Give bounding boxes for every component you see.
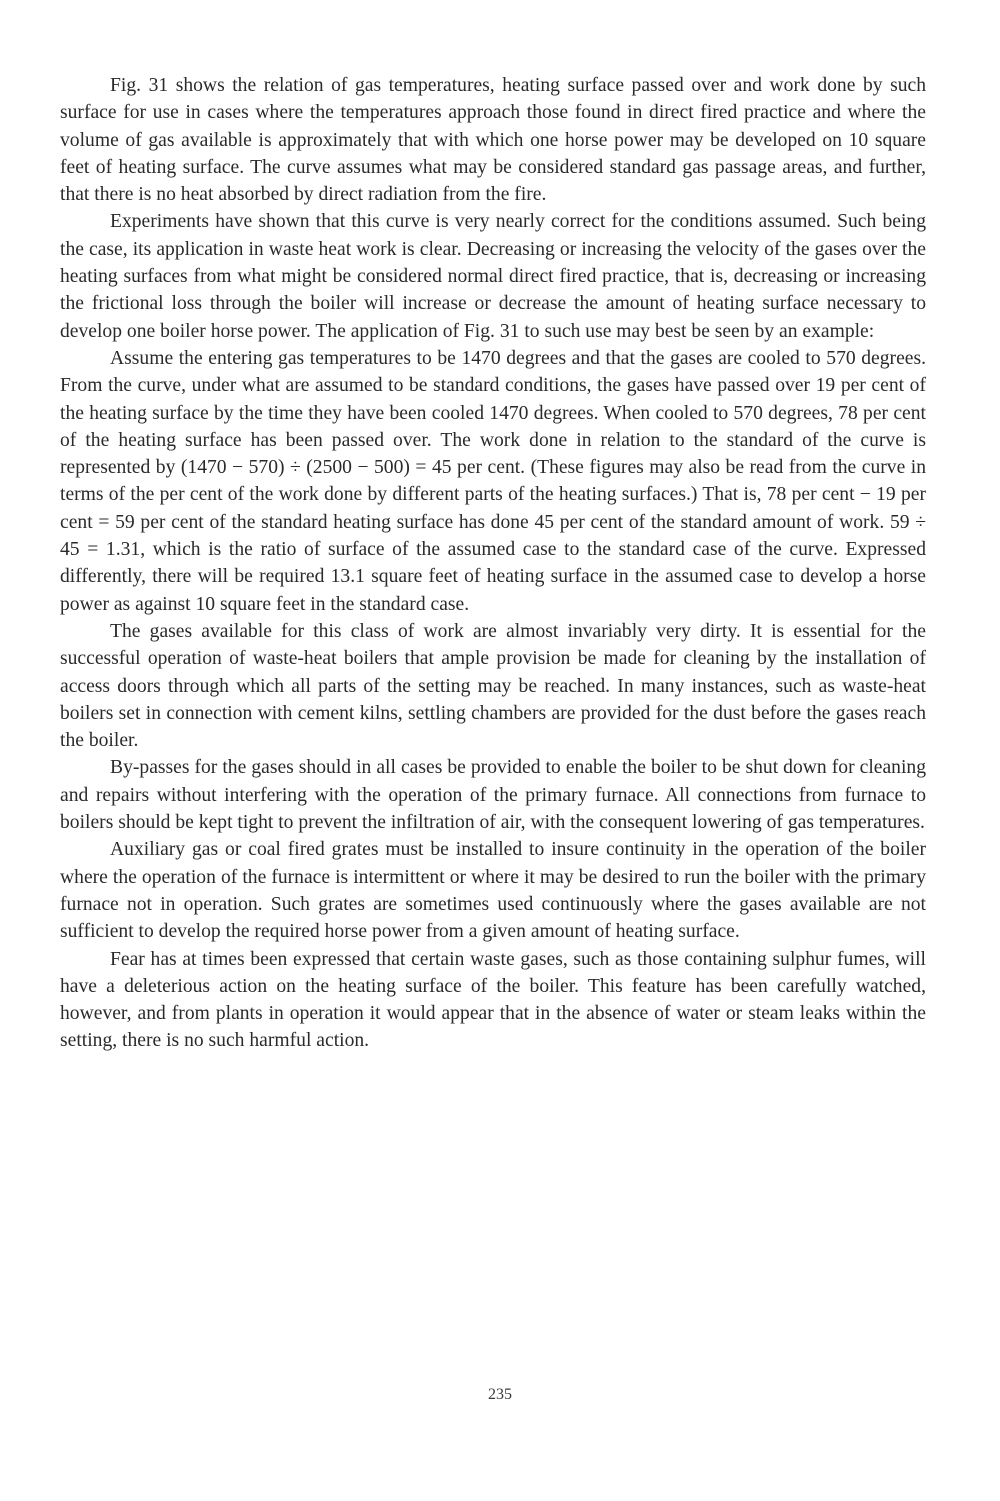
paragraph-fig31-description: Fig. 31 shows the relation of gas temperatures, heating surface passed over and work done by such surface for use in cases where the temperatures approach those found in direct fired practice and where the volume of gas available is approximately that with which one horse power may be developed on 10 square feet of heating surface. The curve assumes what may be considered standard gas passage areas, and further, that there is no heat absorbed by direct radiation from the fire. <box>60 75 926 206</box>
paragraph-example: Assume the entering gas temperatures to be 1470 degrees and that the gases are cooled to 570 degrees. From the curve, under what are assumed to be standard conditions, the gases have passed over 19 per cent of the heating surface by the time they have been cooled 1470 degrees. When cooled to 570 degrees, 78 per cent of the heating surface has been passed over. The work done in relation to the standard of the curve is represented by (1470 − 570) ÷ (2500 − 500) = 45 per cent. (These figures may also be read from the curve in terms of the per cent of the work done by different parts of the heating surfaces.) That is, 78 per cent − 19 per cent = 59 per cent of the standard heating surface has done 45 per cent of the standard amount of work. 59 ÷ 45 = 1.31, which is the ratio of surface of the assumed case to the standard case of the curve. Expressed differently, there will be required 13.1 square feet of heating surface in the assumed case to develop a horse power as against 10 square feet in the standard case. <box>60 347 926 615</box>
page-number: 235 <box>488 1386 512 1403</box>
paragraph-auxiliary-grates: Auxiliary gas or coal fired grates must be installed to insure continuity in the operation of the boiler where the operation of the furnace is intermittent or where it may be desired to run the boiler with the primary furnace not in operation. Such grates are sometimes used continuously where the gases available are not sufficient to develop the required horse power from a given amount of heating surface. <box>60 839 926 943</box>
paragraph-waste-gases: Fear has at times been expressed that certain waste gases, such as those containing sulphur fumes, will have a deleterious action on the heating surface of the boiler. This feature has been carefully watched, however, and from plants in operation it would appear that in the absence of water or steam leaks within the setting, there is no such harmful action. <box>60 948 926 1052</box>
paragraph-by-passes: By-passes for the gases should in all cases be provided to enable the boiler to be shut down for cleaning and repairs without interfering with the operation of the primary furnace. All connections from furnace to boilers should be kept tight to prevent the infiltration of air, with the consequent lowering of gas temperatures. <box>60 757 926 834</box>
paragraph-experiments: Experiments have shown that this curve is very nearly correct for the conditions assumed. Such being the case, its application in waste heat work is clear. Decreasing or increasing the velocity of the gases over the heating surfaces from what might be considered normal direct fired practice, that is, decreasing or increasing the frictional loss through the boiler will increase or decrease the amount of heating surface necessary to develop one boiler horse power. The application of Fig. 31 to such use may best be seen by an example: <box>60 211 926 342</box>
page-body <box>60 72 926 1055</box>
paragraph-dirty-gases: The gases available for this class of work are almost invariably very dirty. It is essential for the successful operation of waste-heat boilers that ample provision be made for cleaning by the installation of access doors through which all parts of the setting may be reached. In many instances, such as waste-heat boilers set in connection with cement kilns, settling chambers are provided for the dust before the gases reach the boiler. <box>60 620 926 752</box>
